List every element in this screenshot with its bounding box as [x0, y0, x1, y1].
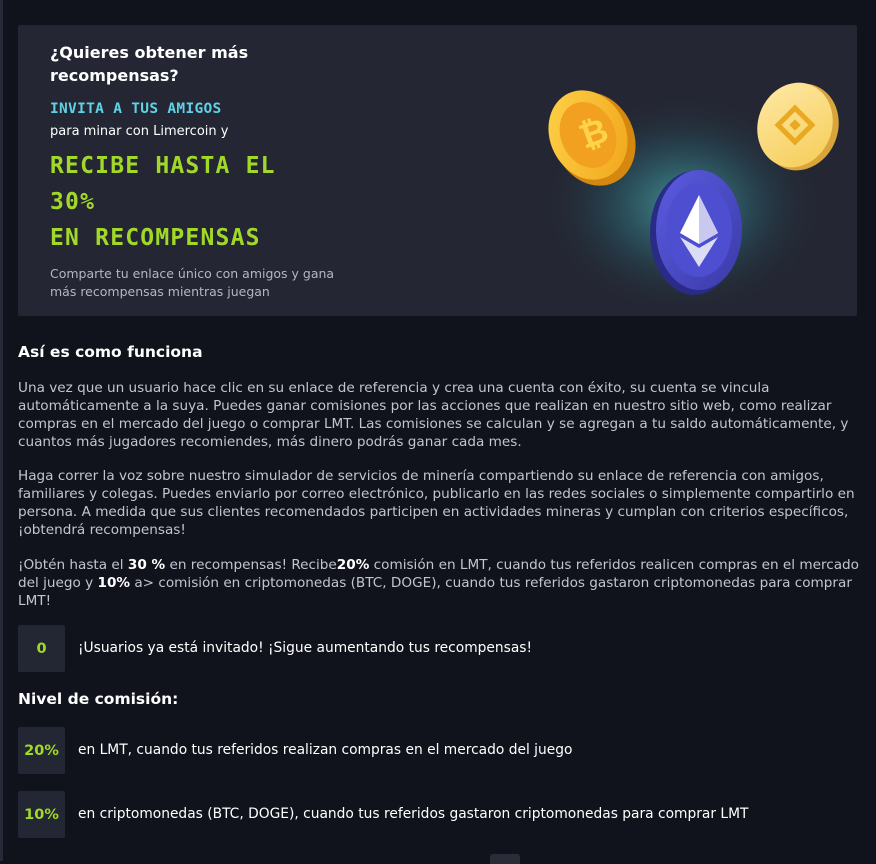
commission-lmt-text: en LMT, cuando tus referidos realizan compras en el mercado del juego — [78, 742, 573, 758]
banner-reward-line-1: RECIBE HASTA EL — [50, 153, 276, 179]
banner-invite-heading: INVITA A TUS AMIGOS — [50, 101, 222, 117]
banner-reward-line-2: 30% — [50, 189, 96, 215]
invited-users-count: 0 — [18, 625, 65, 672]
how-it-works-title: Así es como funciona — [18, 343, 203, 361]
banner-question: ¿Quieres obtener más recompensas? — [50, 43, 249, 85]
rewards-summary-paragraph — [18, 556, 863, 610]
rewards-max-percent: 30 % — [127, 557, 166, 573]
invited-users-text: ¡Usuarios ya está invitado! ¡Sigue aumentando tus recompensas! — [78, 640, 532, 656]
rewards-lmt-percent: 20% — [336, 557, 370, 573]
rewards-text-e: comisión en LMT, cuando tus referidos realicen compras en el mercado del juego y — [18, 557, 860, 591]
banner-mine-text: para minar con Limercoin y — [50, 124, 229, 139]
rewards-text-g: a> comisión en criptomonedas (BTC, DOGE), cuando tus referidos gastaron criptomonedas para comprar LMT! — [18, 575, 852, 609]
how-it-works-paragraph-2: Haga correr la voz sobre nuestro simulador de servicios de minería compartiendo su enlace de referencia con amigos, familiares y colegas. Puedes enviarlo por correo electrónico, publicarlo en las redes sociales o simplemente compartirlo en persona. A medida que sus clientes recomendados participen en actividades mineras y cumplan con criterios específicos, ¡obtendrá recompensas! — [18, 468, 855, 538]
banner-reward-headline — [50, 148, 276, 256]
rewards-text-c: en recompensas! Recibe — [165, 557, 337, 573]
commission-lmt-value: 20% — [18, 727, 65, 774]
scroll-handle[interactable] — [490, 854, 520, 864]
banner-share-text: Comparte tu enlace único con amigos y gana más recompensas mientras juegan — [50, 266, 335, 299]
rewards-crypto-percent: 10% — [97, 575, 131, 591]
left-edge-divider — [0, 0, 3, 861]
svg-text:₿: ₿ — [573, 110, 614, 158]
commission-level-title: Nivel de comisión: — [18, 690, 179, 708]
referral-banner — [18, 25, 857, 316]
how-it-works-paragraph-1: Una vez que un usuario hace clic en su enlace de referencia y crea una cuenta con éxito, su cuenta se vincula automáticamente a la suya. Puedes ganar comisiones por las acciones que realizan en nuestro sitio web, como realizar compras en el mercado del juego o comprar LMT. Las comisiones se calculan y se agregan a tu saldo automáticamente, y cuantos más jugadores recomiendes, más dinero podrás ganar cada mes. — [18, 380, 849, 450]
rewards-text-a: ¡Obtén hasta el — [18, 557, 128, 573]
commission-crypto-value: 10% — [18, 791, 65, 838]
crypto-coins-illustration — [508, 55, 848, 305]
commission-crypto-text: en criptomonedas (BTC, DOGE), cuando tus referidos gastaron criptomonedas para comprar LMT — [78, 806, 749, 822]
banner-reward-line-3: EN RECOMPENSAS — [50, 225, 261, 251]
